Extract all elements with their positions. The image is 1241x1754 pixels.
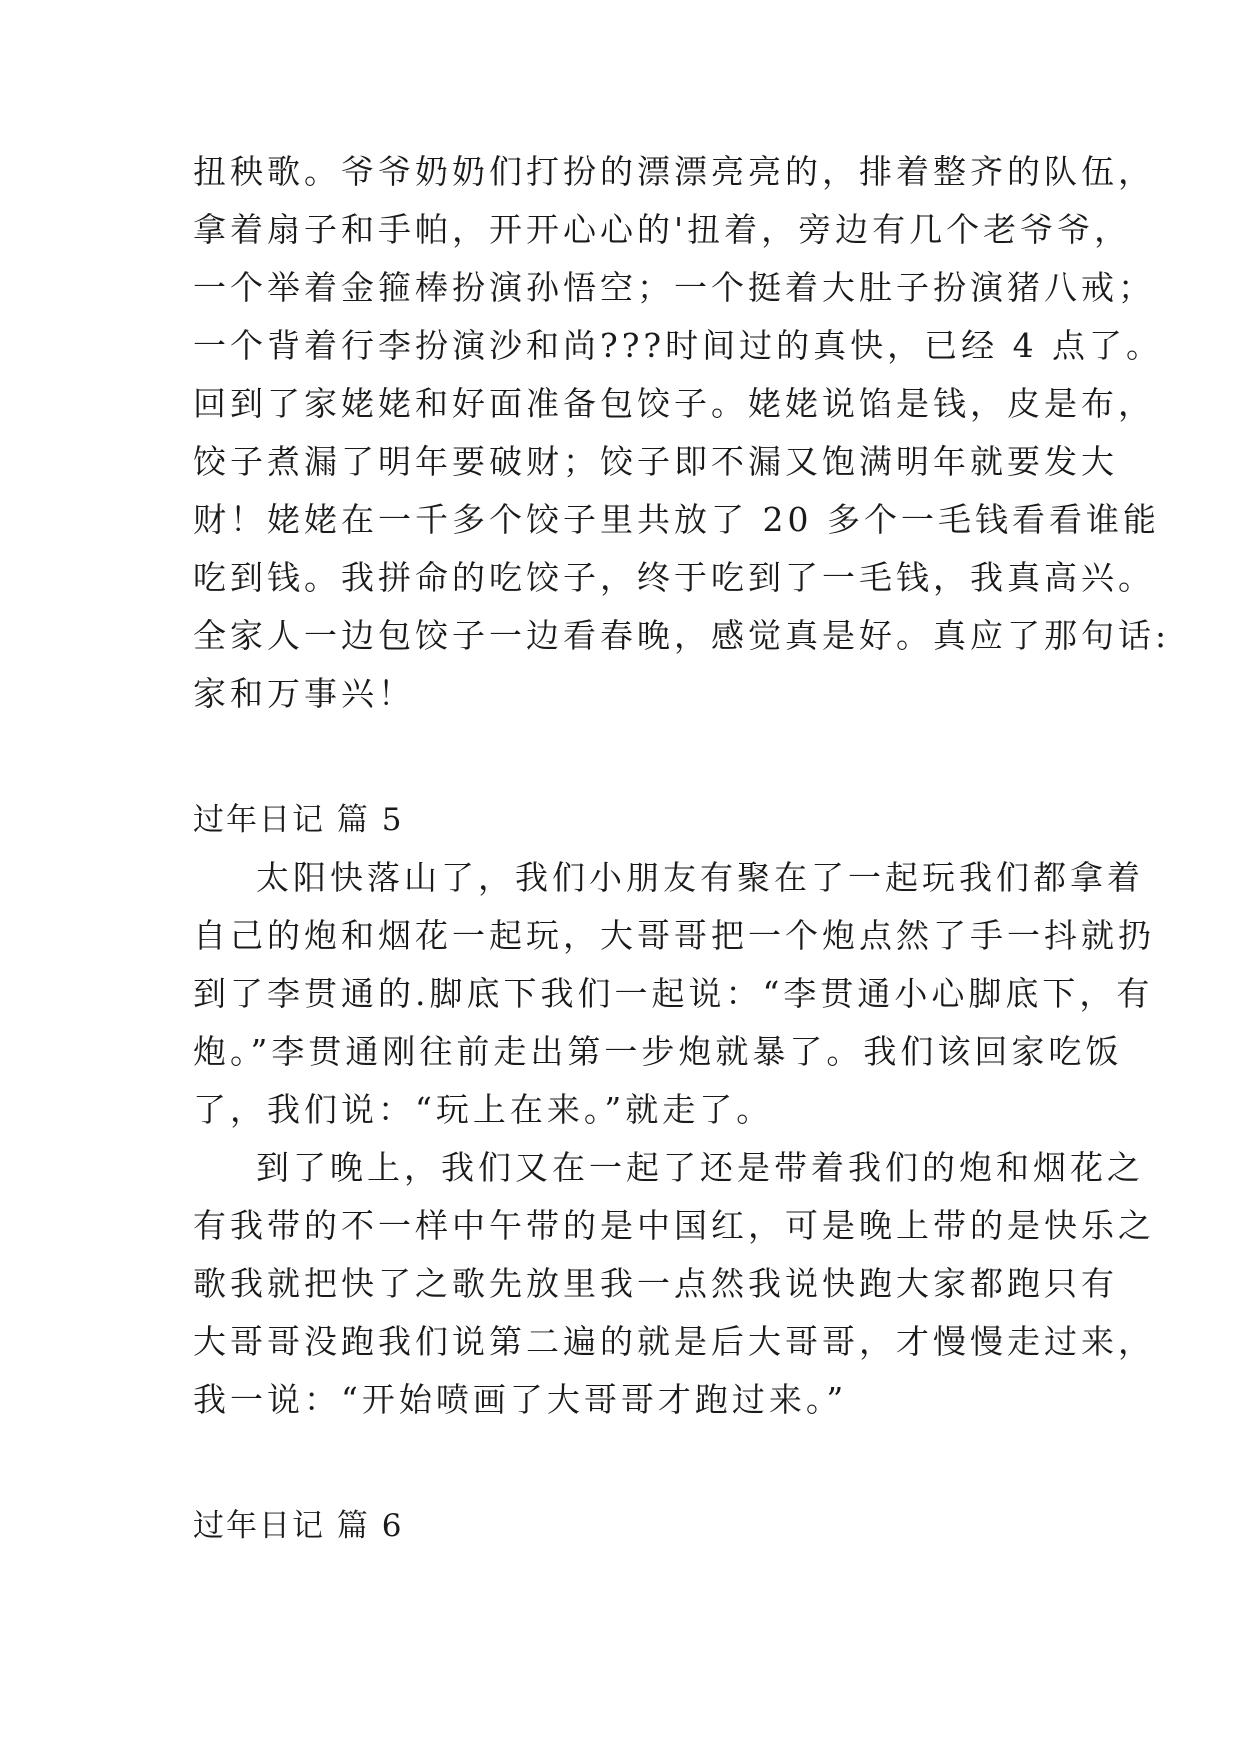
- text-line: 一个背着行李扮演沙和尚???时间过的真快，已经 4 点了。: [193, 326, 1164, 365]
- text-line: 一个举着金箍棒扮演孙悟空；一个挺着大肚子扮演猪八戒；: [193, 268, 1155, 307]
- text-line: 了，我们说：“玩上在来。”就走了。: [193, 1090, 774, 1129]
- section-heading-5: 过年日记 篇 5: [193, 802, 404, 838]
- text-line: 炮。”李贯通刚往前走出第一步炮就暴了。我们该回家吃饭: [193, 1032, 1123, 1071]
- text-line: 家和万事兴！: [193, 674, 415, 713]
- text-line: 到了晚上，我们又在一起了还是带着我们的炮和烟花之: [256, 1148, 1144, 1187]
- section-heading-6: 过年日记 篇 6: [193, 1508, 404, 1544]
- text-line: 饺子煮漏了明年要破财；饺子即不漏又饱满明年就要发大: [193, 442, 1118, 481]
- text-line: 全家人一边包饺子一边看春晚，感觉真是好。真应了那句话:: [193, 616, 1171, 655]
- text-line: 大哥哥没跑我们说第二遍的就是后大哥哥，才慢慢走过来，: [193, 1322, 1155, 1361]
- text-line: 到了李贯通的.脚底下我们一起说：“李贯通小心脚底下，有: [193, 974, 1154, 1013]
- text-line: 歌我就把快了之歌先放里我一点然我说快跑大家都跑只有: [193, 1264, 1118, 1303]
- text-line: 自己的炮和烟花一起玩，大哥哥把一个炮点然了手一抖就扔: [193, 916, 1155, 955]
- text-line: 回到了家姥姥和好面准备包饺子。姥姥说馅是钱，皮是布，: [193, 384, 1155, 423]
- text-line: 我一说：“开始喷画了大哥哥才跑过来。”: [193, 1380, 848, 1419]
- text-line: 财！姥姥在一千多个饺子里共放了 20 多个一毛钱看看谁能: [193, 500, 1160, 539]
- text-line: 有我带的不一样中午带的是中国红，可是晚上带的是快乐之: [193, 1206, 1155, 1245]
- text-line: 吃到钱。我拼命的吃饺子，终于吃到了一毛钱，我真高兴。: [193, 558, 1155, 597]
- text-line: 扭秧歌。爷爷奶奶们打扮的漂漂亮亮的，排着整齐的队伍，: [193, 152, 1155, 191]
- text-line: 拿着扇子和手帕，开开心心的'扭着，旁边有几个老爷爷，: [193, 210, 1132, 249]
- text-line: 太阳快落山了，我们小朋友有聚在了一起玩我们都拿着: [256, 858, 1144, 897]
